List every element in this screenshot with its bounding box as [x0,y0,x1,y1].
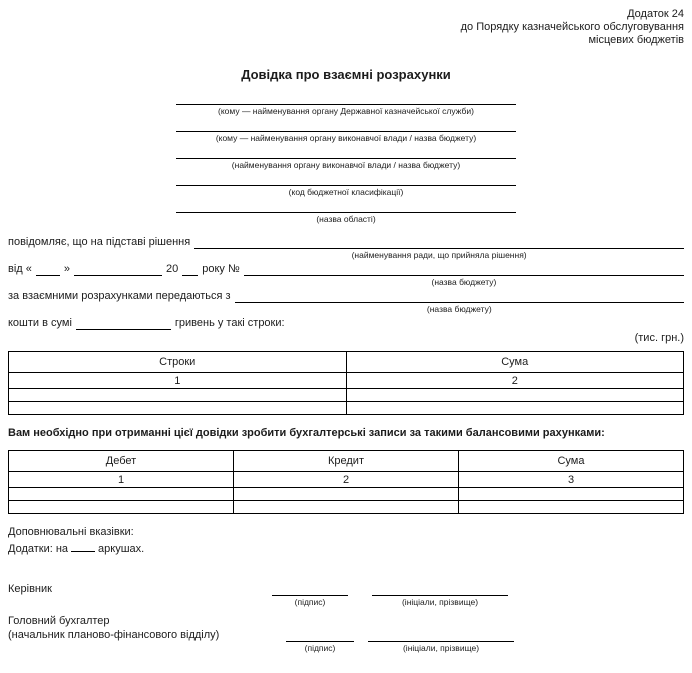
date-label-part3: 20 [166,263,179,275]
name-line [372,582,508,607]
document-title: Довідка про взаємні розрахунки [241,67,451,82]
kerivnyk-label: Керівник [8,583,52,595]
accountant-label-line2: (начальник планово-фінансового відділу) [8,629,220,641]
recipient-field [176,172,516,196]
accounts-header-kredyt: Кредит [234,451,459,472]
blank-line [176,118,516,132]
blank-line [182,262,198,276]
instruction-paragraph: Вам необхідно при отриманні цієї довідки зробити бухгалтерські записи за такими балансовими рахунками: [8,427,605,439]
recipient-field [176,91,516,115]
accounts-table-empty-row [9,488,684,501]
blank-line [235,289,684,314]
notes-label: Доповнювальні вказівки: [8,526,134,538]
date-label-part4: року № [202,263,240,275]
field-caption: (кому — найменування органу Державної казначейської служби) [218,106,474,116]
appendix-header [8,8,684,47]
accounts-table-empty-row [9,501,684,514]
empty-cell [234,501,459,514]
attachments-line [8,541,684,556]
empty-cell [234,488,459,501]
field-caption: (код бюджетної класифікації) [288,187,404,197]
sum-line [8,316,684,330]
terms-table-number-row [9,373,684,389]
appendix-order-line1: до Порядку казначейського обслуговування [460,21,684,33]
appendix-order-line2: місцевих бюджетів [588,34,684,46]
transfer-label: за взаємними розрахунками передаються з [8,290,231,302]
blank-line [244,262,684,287]
signature-caption: (підпис) [304,643,336,653]
body-lines [8,235,684,345]
recipient-field [176,199,516,223]
date-label-part2: » [63,263,71,275]
blank-line [71,541,95,552]
column-number: 1 [9,373,347,389]
basis-line [8,235,684,260]
signature-line [272,582,348,607]
field-caption: (назва бюджету) [426,304,492,314]
attachments-label-part1: Додатки: на [8,543,69,555]
terms-header-stroky: Строки [9,352,347,373]
empty-cell [346,389,684,402]
field-caption: (найменування органу виконавчої влади / назва бюджету) [231,160,461,170]
name-caption: (ініціали, прізвище) [401,597,479,607]
basis-label: повідомляє, що на підставі рішення [8,236,191,248]
transfer-line [8,289,684,314]
accounts-table-header-row [9,451,684,472]
blank-line [74,262,162,276]
blank-line [176,199,516,213]
empty-cell [459,488,684,501]
field-caption: (кому — найменування органу виконавчої влади / назва бюджету) [215,133,477,143]
empty-cell [9,389,347,402]
blank-line [194,235,684,260]
empty-cell [459,501,684,514]
name-line [368,628,514,653]
terms-header-suma: Сума [346,352,684,373]
blank-line [76,316,171,330]
accountant-label-line1: Головний бухгалтер [8,615,110,627]
field-caption: (найменування ради, що прийняла рішення) [351,250,527,260]
column-number: 2 [234,472,459,488]
field-caption: (назва області) [316,214,376,224]
accounts-header-suma: Сума [459,451,684,472]
name-caption: (ініціали, прізвище) [402,643,480,653]
blank-line [176,91,516,105]
terms-table-header-row [9,352,684,373]
empty-cell [9,488,234,501]
signature-line [286,628,354,653]
accountant-signature-row [8,614,684,653]
blank-line [176,145,516,159]
recipient-fields-block [8,91,684,223]
attachments-label-part2: аркушах. [98,543,145,555]
accounts-table-number-row [9,472,684,488]
empty-cell [9,501,234,514]
accounts-header-debet: Дебет [9,451,234,472]
recipient-field [176,145,516,169]
recipient-field [176,118,516,142]
kerivnyk-signature-row [8,582,684,607]
accounts-table [8,450,684,514]
unit-note: (тис. грн.) [634,332,684,344]
sum-label-part2: гривень у такі строки: [174,317,285,329]
column-number: 1 [9,472,234,488]
column-number: 3 [459,472,684,488]
terms-table-empty-row [9,389,684,402]
empty-cell [9,402,347,415]
terms-table-empty-row [9,402,684,415]
date-label-part1: від « [8,263,32,275]
field-caption: (назва бюджету) [431,277,497,287]
accountant-label [8,614,286,642]
date-number-line [8,262,684,287]
appendix-number: Додаток 24 [627,8,684,20]
column-number: 2 [346,373,684,389]
empty-cell [346,402,684,415]
terms-table [8,351,684,415]
sum-label-part1: кошти в сумі [8,317,72,329]
signature-caption: (підпис) [294,597,326,607]
blank-line [176,172,516,186]
blank-line [36,262,60,276]
